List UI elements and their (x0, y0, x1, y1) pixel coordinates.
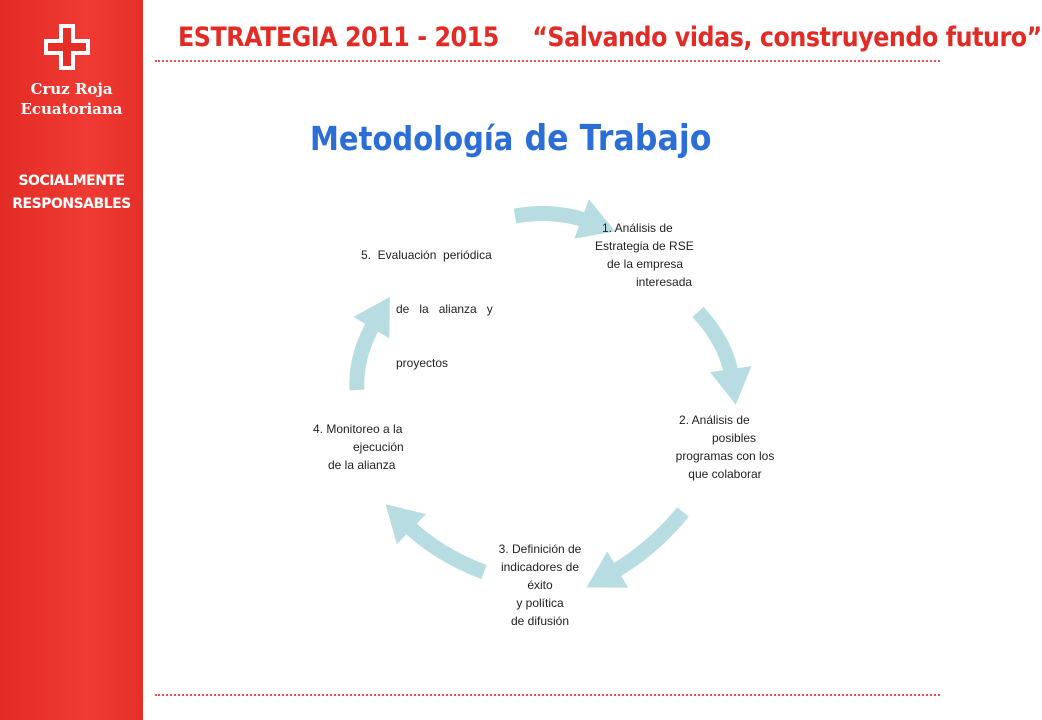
cycle-step-4: 4. Monitoreo a la ejecución de la alianza (313, 422, 404, 472)
cycle-arrow-1 (515, 214, 590, 222)
cycle-step-2: 2. Análisis de posibles programas con los que colaborar (675, 413, 775, 481)
footer-divider (155, 694, 940, 696)
tagline-line2: RESPONSABLES (12, 196, 131, 212)
cycle-arrow-4 (405, 523, 484, 572)
cycle-step-1: 1. Análisis de Estrategia de RSE de la empresa interesada (595, 221, 694, 289)
brand-name-line2: Ecuatoriana (20, 100, 123, 118)
title-part1: Metodología (310, 119, 514, 158)
strategy-title: ESTRATEGIA 2011 - 2015 (178, 22, 499, 53)
cycle-arrow-3 (610, 512, 683, 574)
cycle-arrow-2 (698, 312, 732, 378)
slogan: “Salvando vidas, construyendo futuro” (532, 22, 1042, 53)
title-part2: de Trabajo (524, 118, 712, 159)
tagline-line1: SOCIALMENTE (18, 173, 125, 189)
cycle-step-5: 5. Evaluación periódica de la alianza y proyectos (361, 248, 493, 370)
brand-name-line1: Cruz Roja (30, 80, 113, 98)
cycle-step-3: 3. Definición de indicadores de éxito y política de difusión (498, 542, 582, 628)
